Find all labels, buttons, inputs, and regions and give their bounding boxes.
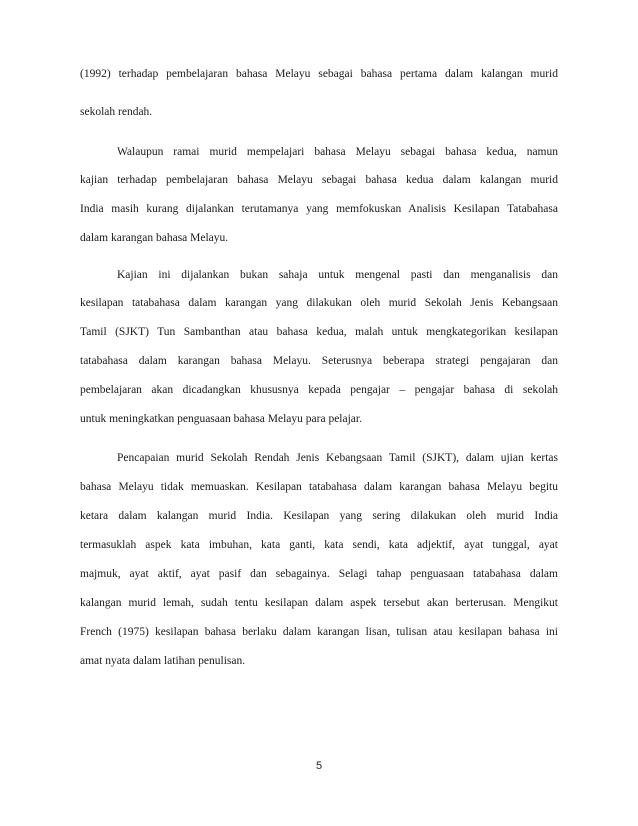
paragraph-4-line-4: termasuklah aspek kata imbuhan, kata ganti, kata sendi, kata adjektif, ayat tunggal, ayat xyxy=(80,539,558,551)
paragraph-2-line-4: dalam karangan bahasa Melayu. xyxy=(80,232,229,244)
paragraph-4-line-3: ketara dalam kalangan murid India. Kesilapan yang sering dilakukan oleh murid India xyxy=(80,510,558,522)
paragraph-3-line-1: Kajian ini dijalankan bukan sahaja untuk mengenal pasti dan menganalisis dan xyxy=(117,269,558,281)
paragraph-2-line-2: kajian terhadap pembelajaran bahasa Melayu sebagai bahasa kedua dalam kalangan murid xyxy=(80,174,558,186)
paragraph-3-line-2: kesilapan tatabahasa dalam karangan yang dilakukan oleh murid Sekolah Jenis Kebangsaan xyxy=(80,297,558,309)
paragraph-3-line-6: untuk meningkatkan penguasaan bahasa Melayu para pelajar. xyxy=(80,413,362,425)
paragraph-4-line-1: Pencapaian murid Sekolah Rendah Jenis Kebangsaan Tamil (SJKT), dalam ujian kertas xyxy=(117,452,558,464)
paragraph-3-line-3: Tamil (SJKT) Tun Sambanthan atau bahasa kedua, malah untuk mengkategorikan kesilapan xyxy=(80,326,558,338)
paragraph-1-line-2: sekolah rendah. xyxy=(80,106,153,118)
paragraph-3-line-4: tatabahasa dalam karangan bahasa Melayu. Seterusnya beberapa strategi pengajaran dan xyxy=(80,355,558,367)
paragraph-4-line-7: French (1975) kesilapan bahasa berlaku dalam karangan lisan, tulisan atau kesilapan bahasa ini xyxy=(80,626,558,638)
paragraph-2-line-3: India masih kurang dijalankan terutamanya yang memfokuskan Analisis Kesilapan Tatabahasa xyxy=(80,203,558,215)
paragraph-1-line-1: (1992) terhadap pembelajaran bahasa Melayu sebagai bahasa pertama dalam kalangan murid xyxy=(80,68,558,80)
paragraph-4-line-6: kalangan murid lemah, sudah tentu kesilapan dalam aspek tersebut akan berterusan. Mengikut xyxy=(80,597,558,609)
paragraph-2-line-1: Walaupun ramai murid mempelajari bahasa Melayu sebagai bahasa kedua, namun xyxy=(117,146,558,158)
paragraph-3-line-5: pembelajaran akan dicadangkan khususnya kepada pengajar – pengajar bahasa di sekolah xyxy=(80,384,558,396)
paragraph-4-line-2: bahasa Melayu tidak memuaskan. Kesilapan tatabahasa dalam karangan bahasa Melayu begitu xyxy=(80,481,558,493)
paragraph-4-line-5: majmuk, ayat aktif, ayat pasif dan sebagainya. Selagi tahap penguasaan tatabahasa dalam xyxy=(80,568,558,580)
page-number: 5 xyxy=(315,760,323,772)
paragraph-4-line-8: amat nyata dalam latihan penulisan. xyxy=(80,655,246,667)
